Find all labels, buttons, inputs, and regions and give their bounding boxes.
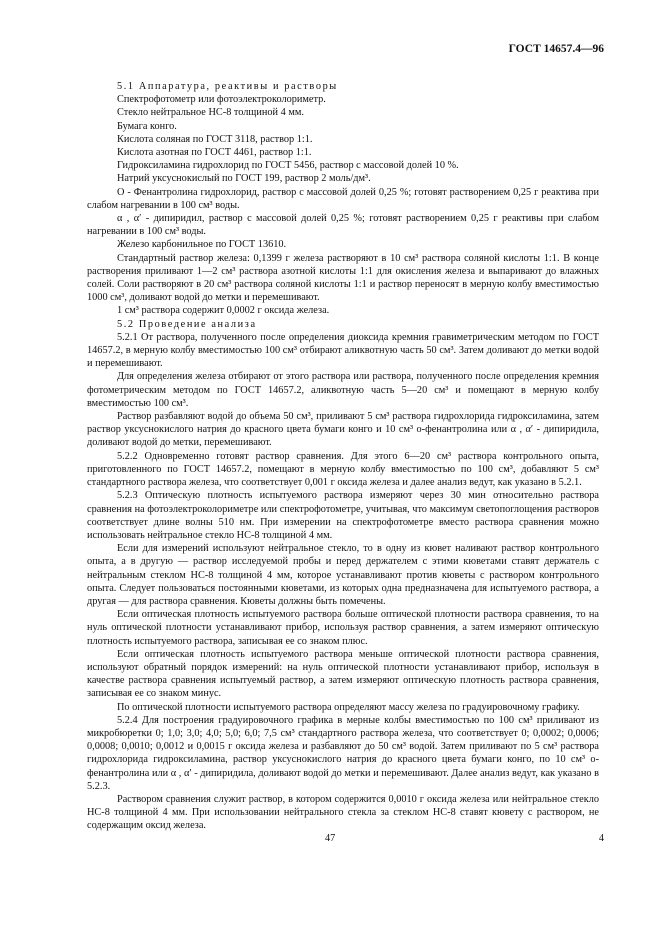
paragraph: 1 см³ раствора содержит 0,0002 г оксида железа. (117, 305, 330, 317)
reagent-line: Стекло нейтральное НС-8 толщиной 4 мм. (117, 107, 304, 119)
paragraph: 5.2.3 Оптическую плотность испытуемого раствора измеряют через 30 мин относительно раствора сравнения на фотоэлектроколориметре или спектрофотометре, учитывая, что максимум светопоглощения растворов соответствует длине волны 510 нм. При измерении на спектрофотометре вместо раствора сравнения можно использовать нейтральное стекло НС-8 толщиной 4 мм. (87, 490, 599, 541)
sheet-number: 4 (598, 833, 604, 844)
paragraph: Для определения железа отбирают от этого раствора или раствора, полученного после определения кремния фотометрическим методом по ГОСТ 14657.2, аликвотную часть 5—20 см³ и помещают в мерную колбу вместимостью 100 см³. (87, 371, 599, 409)
standard-number: ГОСТ 14657.4—96 (508, 43, 604, 55)
paragraph: О - Фенантролина гидрохлорид, раствор с массовой долей 0,25 %; готовят растворением 0,25 г реактива при слабом нагревании в 100 см³ воды. (87, 186, 599, 211)
reagent-line: Кислота азотная по ГОСТ 4461, раствор 1:1. (117, 147, 312, 159)
paragraph: Если для измерений используют нейтральное стекло, то в одну из кювет наливают раствор контрольного опыта, а в другую — раствор исследуемой пробы и перед держателем с этими кюветами ставят держатель с нейтральным стеклом НС-8 толщиной 4 мм, которое устанавливают против кюветы с раствором контрольного опыта. Следует пользоваться постоянными кюветами, из которых одна предназначена для испытуемого раствора, а другая — для раствора сравнения. Кюветы должны быть помечены. (87, 543, 599, 607)
paragraph: 5.2.2 Одновременно готовят раствор сравнения. Для этого 6—20 см³ раствора контрольного опыта, приготовленного по ГОСТ 14657.2, помещают в мерную колбу вместимостью по 100 см³, добавляют 5 см³ стандартного раствора железа, что соответствует 0,001 г оксида железа и далее анализ ведут, как указано в 5.2.1. (87, 450, 599, 489)
paragraph: Если оптическая плотность испытуемого раствора меньше оптической плотности раствора сравнения, используют обратный порядок измерений: на нуль оптической плотности устанавливают прибор, используя в качестве раствора сравнения испытуемый раствор, а затем измеряют оптическую плотность раствора сравнения, записывая ее со знаком минус. (87, 648, 599, 700)
paragraph: Железо карбонильное по ГОСТ 13610. (117, 239, 287, 251)
paragraph: 5.2.1 От раствора, полученного после определения диоксида кремния гравиметрическим методом по ГОСТ 14657.2, в мерную колбу вместимостью 100 см³ отбирают аликвотную часть 50 см³. Затем доливают до метки водой и перемешивают. (87, 331, 599, 370)
paragraph: По оптической плотности испытуемого раствора определяют массу железа по градуировочному графику. (117, 701, 580, 713)
paragraph: 5.2.4 Для построения градуировочного графика в мерные колбы вместимостью по 100 см³ приливают из микробюретки 0; 1,0; 3,0; 4,0; 5,0; 6,0; 7,5 см³ стандартного раствора железа, что соответствует 0; 0,0002; 0,0006; 0,0008; 0,0010; 0,0012 и 0,0015 г оксида железа и разбавляют до 50 см³ водой. Затем приливают по 5 см³ раствора гидрохлорида гидроксиламина, раствор уксуснокислого натрия до красного цвета бумаги конго, по 10 см³ о-фенантролина или α , α′ - дипиридила, доливают водой до метки и перемешивают. Далее анализ ведут, как указано в 5.2.3. (87, 714, 599, 792)
reagent-line: Бумага конго. (117, 120, 177, 132)
section-heading-5-2: 5.2 Проведение анализа (117, 318, 257, 330)
paragraph: Если оптическая плотность испытуемого раствора больше оптической плотности раствора сравнения, то на нуль оптической плотности устанавливают прибор, используя раствор сравнения, а затем измеряют оптическую плотность испытуемого раствора, записывая ее со знаком плюс. (87, 609, 599, 647)
paragraph: α , α′ - дипиридил, раствор с массовой долей 0,25 %; готовят растворением 0,25 г реактивы при слабом нагревании в 100 см³ воды. (87, 213, 599, 238)
document-body (87, 80, 599, 833)
section-heading-5-1: 5.1 Аппаратура, реактивы и растворы (117, 81, 338, 92)
reagent-line: Натрий уксуснокислый по ГОСТ 199, раствор 2 моль/дм³. (117, 173, 371, 185)
paragraph: Стандартный раствор железа: 0,1399 г железа растворяют в 10 см³ раствора соляной кислоты 1:1. В конце растворения приливают 1—2 см³ раствора азотной кислоты 1:1 для окисления железа и выпаривают до влажных солей. Соли растворяют в 20 см³ раствора соляной кислоты 1:1 и раствор переносят в мерную колбу вместимостью 1000 см³, доливают водой до метки и перемешивают. (87, 252, 599, 304)
page-number: 47 (325, 833, 336, 844)
reagent-line: Спектрофотометр или фотоэлектроколориметр. (117, 94, 326, 106)
paragraph: Раствор разбавляют водой до объема 50 см³, приливают 5 см³ раствора гидрохлорида гидроксиламина, затем раствор уксуснокислого натрия до красного цвета бумаги конго и 10 см³ о-фенантролина или α , α′ - дипиридила, доливают водой до метки, перемешивают. (87, 411, 599, 449)
paragraph: Раствором сравнения служит раствор, в котором содержится 0,0010 г оксида железа или нейтральное стекло НС-8 толщиной 4 мм. При использовании нейтрального стекла за стеклом НС-8 ставят кювету с раствором, не содержащим оксид железа. (87, 793, 599, 832)
reagent-line: Гидроксиламина гидрохлорид по ГОСТ 5456, раствор с массовой долей 10 %. (117, 160, 459, 172)
reagent-line: Кислота соляная по ГОСТ 3118, раствор 1:1. (117, 133, 313, 145)
